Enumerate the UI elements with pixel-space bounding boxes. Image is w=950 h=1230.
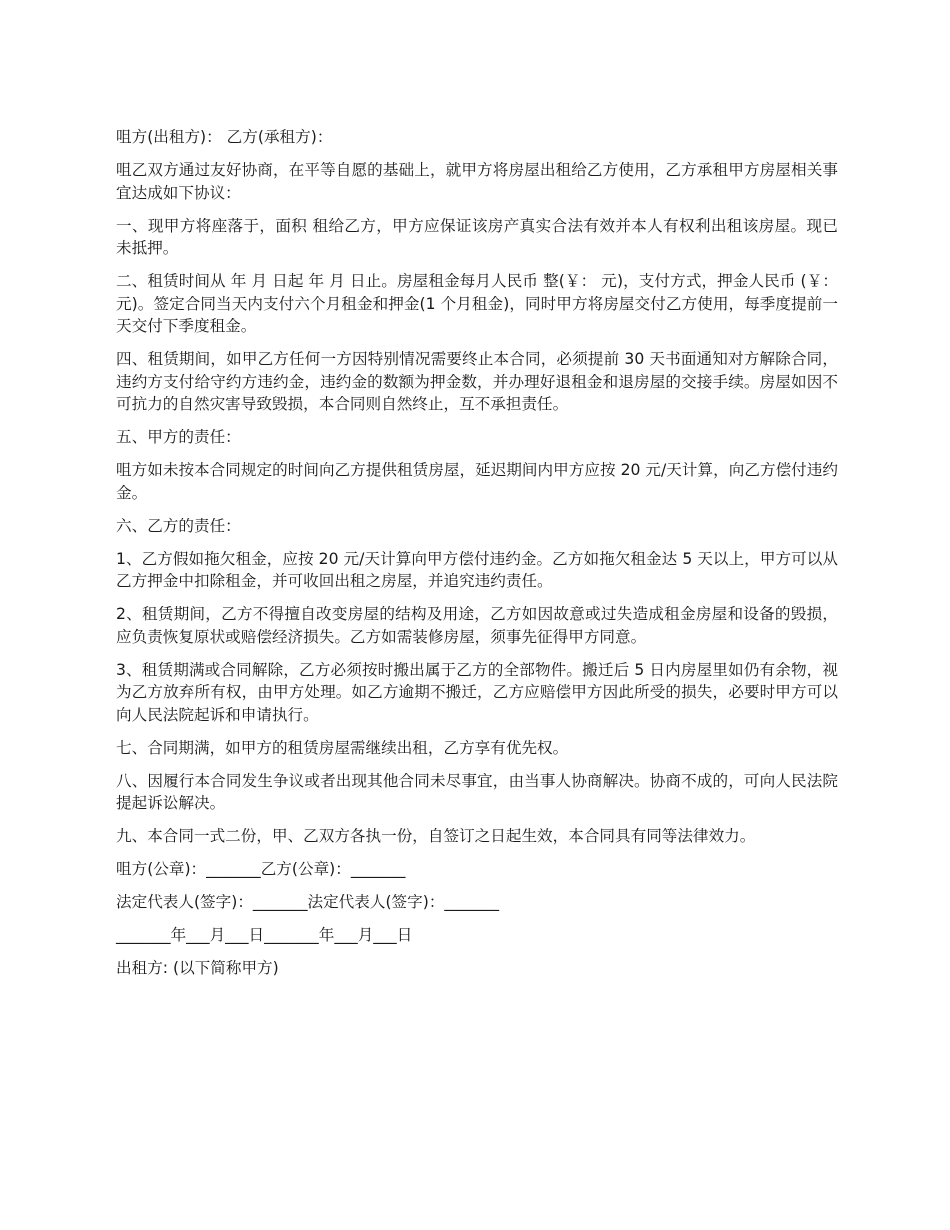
clause-7-priority: 七、合同期满，如甲方的租赁房屋需继续出租，乙方享有优先权。 — [116, 738, 569, 757]
clause-6-item-3: 3、租赁期满或合同解除，乙方必须按时搬出属于乙方的全部物件。搬迁后 5 日内房屋里如仍有余物，视为乙方放弃所有权，由甲方处理。如乙方逾期不搬迁，乙方应赔偿甲方因此所受的损失，必要时甲方可以向人民法院起诉和申请执行。 — [116, 660, 838, 724]
signature-line: 法定代表人(签字)：_______法定代表人(签字)：_______ — [116, 893, 499, 911]
date-line: _______年___月___日_______年___月___日 — [116, 926, 413, 944]
clause-8-disputes: 八、因履行本合同发生争议或者出现其他合同未尽事宜，由当事人协商解决。协商不成的，可向人民法院提起诉讼解决。 — [116, 771, 838, 812]
preamble-paragraph: 咀乙双方通过友好协商，在平等自愿的基础上，就甲方将房屋出租给乙方使用，乙方承租甲方房屋相关事宜达成如下协议： — [116, 161, 838, 202]
clause-4-termination: 四、租赁期间，如甲乙方任何一方因特别情况需要终止本合同，必须提前 30 天书面通知对方解除合同，违约方支付给守约方违约金，违约金的数额为押金数，并办理好退租金和退房屋的交接手续。房屋如因不可抗力的自然灾害导致毁损，本合同则自然终止，互不承担责任。 — [116, 350, 838, 413]
party-header: 咀方(出租方)： 乙方(承租方)： — [116, 128, 333, 146]
clause-5-party-a-duty: 咀方如未按本合同规定的时间向乙方提供租赁房屋，延迟期间内甲方应按 20 元/天计算，向乙方偿付违约金。 — [116, 461, 838, 502]
clause-2-term-rent: 二、租赁时间从 年 月 日起 年 月 日止。房屋租金每月人民币 整(￥： 元)，支付方式，押金人民币 (￥： 元)。签定合同当天内支付六个月租金和押金(1 个月租金)，同时甲方将房屋交付乙方使用，每季度提前一天交付下季度租金。 — [116, 272, 838, 335]
clause-1-property: 一、现甲方将座落于，面积 租给乙方，甲方应保证该房产真实合法有效并本人有权利出租该房屋。现已未抵押。 — [116, 216, 838, 257]
clause-9-copies: 九、本合同一式二份，甲、乙双方各执一份，自签订之日起生效，本合同具有同等法律效力。 — [116, 827, 756, 845]
lessor-label: 出租方: (以下简称甲方) — [116, 959, 279, 977]
clause-6-item-1: 1、乙方假如拖欠租金，应按 20 元/天计算向甲方偿付违约金。乙方如拖欠租金达 5 天以上，甲方可以从乙方押金中扣除租金，并可收回出租之房屋，并追究违约责任。 — [116, 549, 838, 590]
clause-5-heading: 五、甲方的责任： — [116, 428, 241, 446]
clause-6-heading: 六、乙方的责任： — [116, 516, 241, 535]
clause-6-item-2: 2、租赁期间，乙方不得擅自改变房屋的结构及用途，乙方如因故意或过失造成租金房屋和设备的毁损，应负责恢复原状或赔偿经济损失。乙方如需装修房屋，须事先征得甲方同意。 — [116, 605, 838, 646]
document-body — [116, 126, 838, 990]
seal-line: 咀方(公章)：_______乙方(公章)：_______ — [116, 860, 406, 878]
